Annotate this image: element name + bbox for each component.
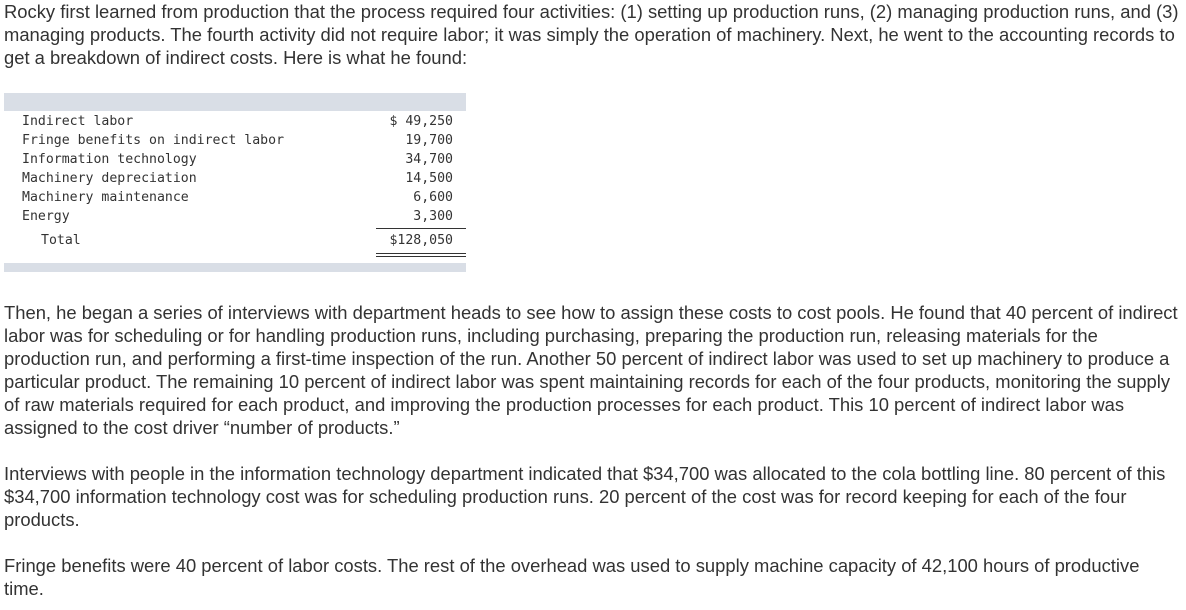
table-row-machinery-depreciation (4, 169, 466, 188)
row-label: Fringe benefits on indirect labor (22, 133, 285, 148)
total-amount: $128,050 (389, 233, 453, 248)
total-double-rule-bottom (376, 256, 466, 257)
row-amount: 3,300 (413, 209, 453, 224)
row-amount: 19,700 (405, 133, 453, 148)
indirect-cost-table (4, 93, 466, 273)
row-label: Indirect labor (22, 114, 134, 129)
row-amount: 6,600 (413, 190, 453, 205)
fringe-paragraph: Fringe benefits were 40 percent of labor costs. The rest of the overhead was used to supply machine capacity of 42,100 hours of productive time. (4, 555, 1140, 599)
row-amount: 34,700 (405, 152, 453, 167)
table-row-total (4, 231, 466, 250)
interviews-paragraph: Then, he began a series of interviews with department heads to see how to assign these costs to cost pools. He found that 40 percent of indirect labor was for scheduling or for handling production runs, including purchasing, preparing the production run, releasing materials for the production run, and performing a first-time inspection of the run. Another 50 percent of indirect labor was used to set up machinery to produce a particular product. The remaining 10 percent of indirect labor was spent maintaining records for each of the four products, monitoring the supply of raw materials required for each product, and improving the production processes for each product. This 10 percent of indirect labor was assigned to the cost driver “number of products.” (4, 302, 1178, 438)
total-double-rule-top (376, 253, 466, 254)
table-bottom-band (4, 263, 466, 272)
subtotal-rule (376, 228, 466, 229)
row-amount: 14,500 (405, 171, 453, 186)
row-label: Machinery maintenance (22, 190, 189, 205)
table-row-machinery-maintenance (4, 188, 466, 207)
table-row-indirect-labor (4, 112, 466, 131)
table-top-band (4, 93, 466, 111)
intro-paragraph: Rocky first learned from production that the process required four activities: (1) setting up production runs, (2) managing production runs, and (3) managing products. The fourth activity did not require labor; it was simply the operation of machinery. Next, he went to the accounting records to get a breakdown of indirect costs. Here is what he found: (4, 1, 1179, 68)
row-label: Energy (22, 209, 70, 224)
table-row-information-technology (4, 150, 466, 169)
row-label: Information technology (22, 152, 197, 167)
it-paragraph: Interviews with people in the information technology department indicated that $34,700 was allocated to the cola bottling line. 80 percent of this $34,700 information technology cost was for scheduling production runs. 20 percent of the cost was for record keeping for each of the four products. (4, 463, 1166, 530)
row-label: Machinery depreciation (22, 171, 197, 186)
table-row-energy (4, 207, 466, 226)
total-label: Total (41, 233, 81, 248)
row-amount: $ 49,250 (389, 114, 453, 129)
table-row-fringe-benefits (4, 131, 466, 150)
